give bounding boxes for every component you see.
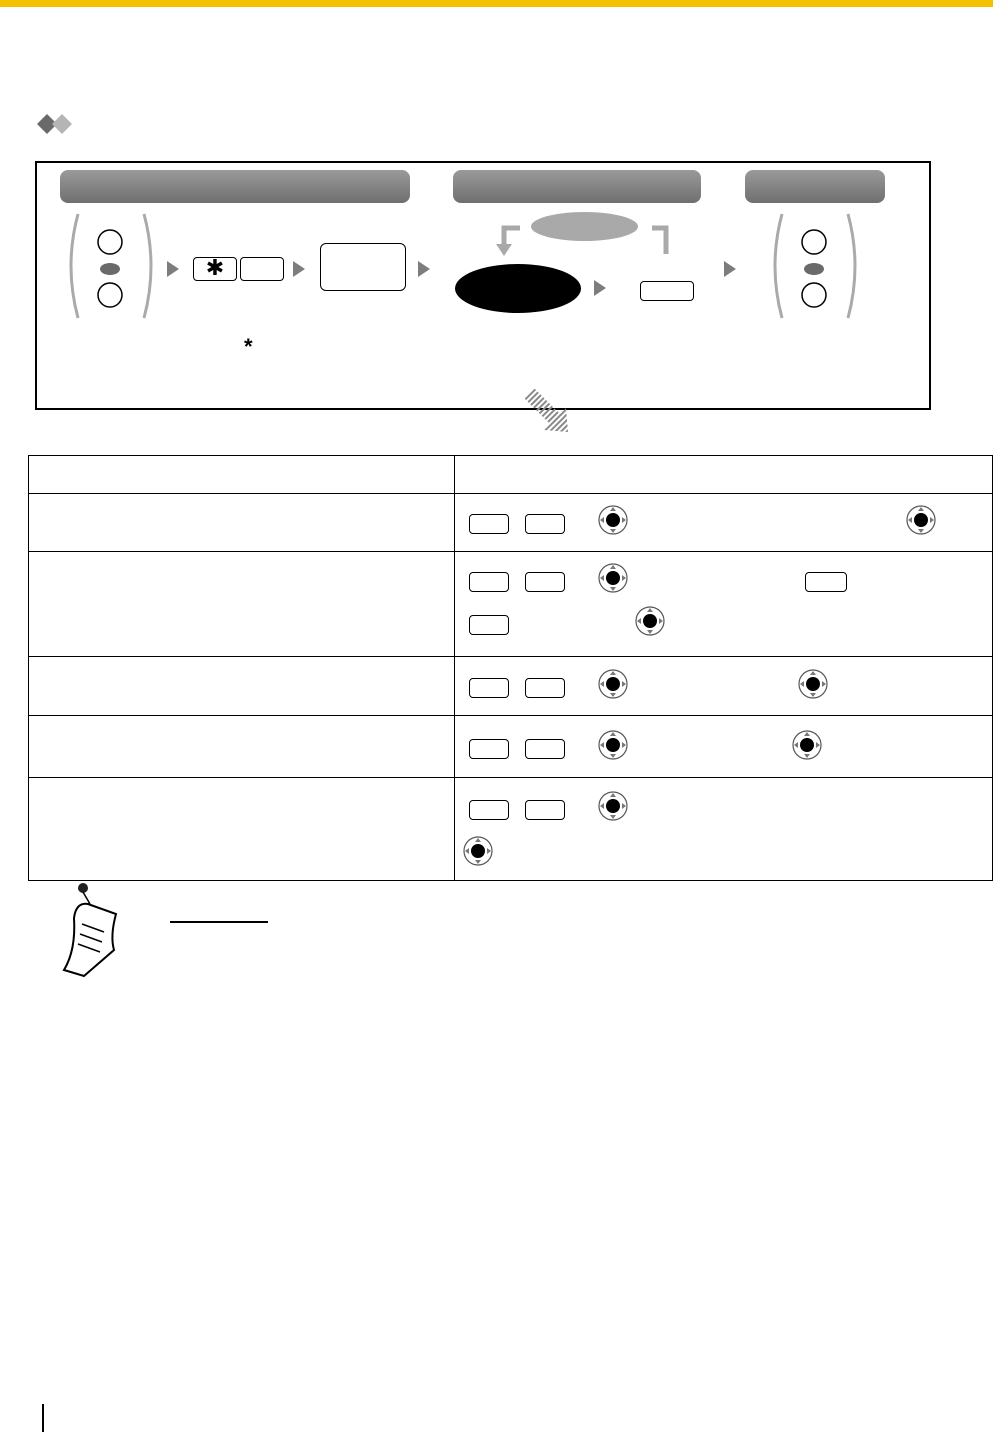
table-cell [29,716,455,778]
keypad-key[interactable] [469,572,509,592]
table-cell [455,716,993,778]
table-row [29,778,993,881]
table-row [29,494,993,552]
keypad-key[interactable] [525,572,565,592]
stage-label-2 [453,170,701,203]
arrow-right-icon [594,280,606,296]
enter-navigator-icon[interactable] [463,836,493,866]
enter-navigator-icon[interactable] [598,505,628,535]
top-accent-bar [0,0,993,7]
table-row [29,716,993,778]
handset-offhook-icon [66,210,156,322]
table-cell [29,456,455,494]
keypad-key[interactable] [469,739,509,759]
memo-pad-icon [60,880,120,980]
enter-navigator-icon[interactable] [598,669,628,699]
table-cell [29,657,455,716]
table-cell [29,552,455,657]
table-cell [455,778,993,881]
stage-label-3 [745,170,885,203]
table-row [29,552,993,657]
double-diamond-icon [37,114,77,134]
keypad-key[interactable] [469,514,509,534]
star-key-icon: ✱ [205,256,225,281]
enter-navigator-icon[interactable] [598,730,628,760]
digit-key[interactable] [240,257,284,281]
handset-onhook-icon [770,210,860,322]
main-action-oval [455,264,581,313]
star-footnote-marker: * [244,334,253,359]
keypad-key[interactable] [525,800,565,820]
stage-header-1 [60,170,410,203]
note-heading-underline [170,921,268,923]
table-cell [29,494,455,552]
settings-table [28,455,993,881]
table-cell [455,494,993,552]
stage-header-3 [745,170,885,203]
keypad-key[interactable] [525,739,565,759]
loop-label-oval [531,212,638,241]
stage-header-2 [453,170,701,203]
table-cell [455,552,993,657]
arrow-right-icon [724,261,736,277]
page-margin-mark [42,1404,44,1432]
arrow-right-icon [418,261,430,277]
stage-label-1 [60,170,410,203]
arrow-right-icon [293,261,305,277]
enter-navigator-icon[interactable] [798,669,828,699]
keypad-key[interactable] [525,514,565,534]
table-header-row [29,456,993,494]
keypad-key[interactable] [469,800,509,820]
keypad-key[interactable] [805,572,847,592]
table-cell [455,456,993,494]
table-cell [29,778,455,881]
enter-navigator-icon[interactable] [598,563,628,593]
enter-navigator-icon[interactable] [792,730,822,760]
striped-down-arrow-icon [524,388,576,440]
keypad-key[interactable] [525,678,565,698]
keypad-key[interactable] [469,615,509,635]
star-key[interactable] [193,257,237,281]
arrow-right-icon [167,261,179,277]
code-entry-box [320,243,406,291]
enter-navigator-icon[interactable] [906,505,936,535]
table-row [29,657,993,716]
enter-navigator-icon[interactable] [635,606,665,636]
table-cell [455,657,993,716]
function-key[interactable] [640,281,694,301]
keypad-key[interactable] [469,678,509,698]
enter-navigator-icon[interactable] [598,791,628,821]
